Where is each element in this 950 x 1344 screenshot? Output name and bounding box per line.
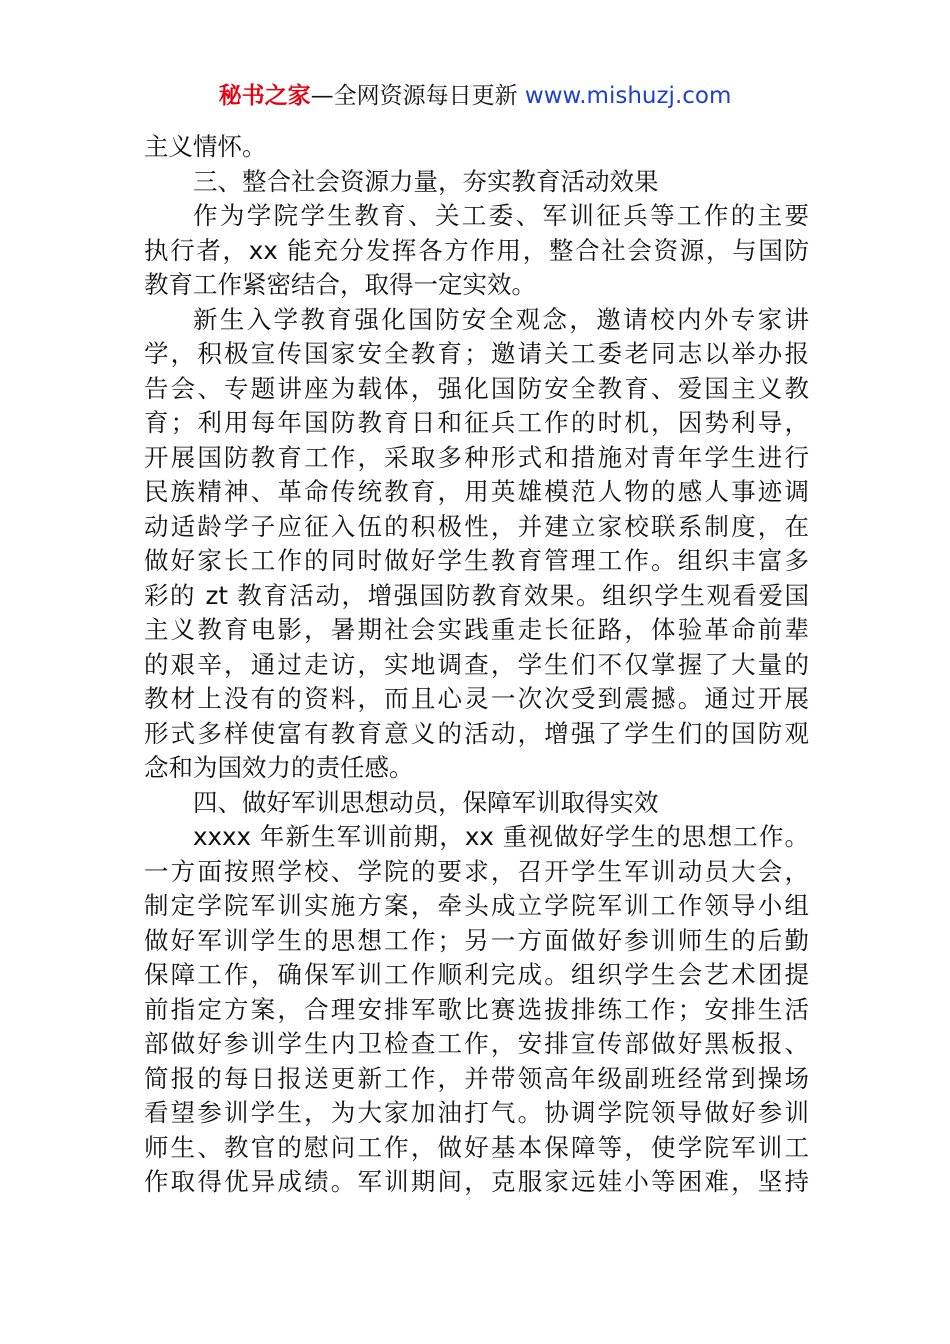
paragraph-line: 保障工作，确保军训工作顺利完成。组织学生会艺术团提	[144, 960, 809, 989]
paragraph-line: 三、整合社会资源力量，夯实教育活动效果	[193, 166, 659, 196]
paragraph-line: 制定学院军训实施方案，牵头成立学院军训工作领导小组	[144, 891, 809, 920]
paragraph-line: 彩的 zt 教育活动，增强国防教育效果。组织学生观看爱国	[144, 580, 809, 610]
header-brand: 秘书之家	[218, 83, 311, 109]
paragraph-line: 做好家长工作的同时做好学生教育管理工作。组织丰富多	[144, 546, 809, 575]
page-header	[0, 80, 950, 112]
paragraph-line: 形式多样使富有教育意义的活动，增强了学生们的国防观	[144, 718, 809, 748]
paragraph-line: 执行者，xx 能充分发挥各方作用，整合社会资源，与国防	[144, 235, 809, 265]
paragraph-line: 告会、专题讲座为载体，强化国防安全教育、爱国主义教	[144, 373, 809, 403]
paragraph-line: 民族精神、革命传统教育，用英雄模范人物的感人事迹调	[144, 477, 809, 506]
paragraph-line: 主义情怀。	[144, 132, 267, 161]
paragraph-line: 简报的每日报送更新工作，并带领高年级副班经常到操场	[144, 1063, 809, 1093]
paragraph-line: 主义教育电影，暑期社会实践重走长征路，体验革命前辈	[144, 615, 809, 644]
paragraph-line: xxxx 年新生军训前期，xx 重视做好学生的思想工作。	[193, 822, 809, 851]
paragraph-line: 作取得优异成绩。军训期间，克服家远娃小等困难，坚持	[144, 1167, 809, 1196]
paragraph-line: 学，积极宣传国家安全教育；邀请关工委老同志以举办报	[144, 339, 809, 368]
paragraph-line: 的艰辛，通过走访，实地调查，学生们不仅掌握了大量的	[144, 649, 809, 679]
paragraph-line: 一方面按照学校、学院的要求，召开学生军训动员大会，	[144, 856, 809, 886]
paragraph-line: 前指定方案，合理安排军歌比赛选拔排练工作；安排生活	[144, 994, 809, 1024]
paragraph-line: 看望参训学生，为大家加油打气。协调学院领导做好参训	[144, 1098, 809, 1127]
paragraph-line: 四、做好军训思想动员，保障军训取得实效	[193, 787, 659, 817]
paragraph-line: 开展国防教育工作，采取多种形式和措施对青年学生进行	[144, 442, 809, 472]
paragraph-line: 作为学院学生教育、关工委、军训征兵等工作的主要	[193, 201, 809, 230]
paragraph-line: 教材上没有的资料，而且心灵一次次受到震撼。通过开展	[144, 684, 809, 713]
paragraph-line: 教育工作紧密结合，取得一定实效。	[144, 270, 536, 299]
paragraph-line: 做好军训学生的思想工作；另一方面做好参训师生的后勤	[144, 925, 809, 955]
paragraph-line: 师生、教官的慰问工作，做好基本保障等，使学院军训工	[144, 1132, 809, 1162]
header-tagline: —全网资源每日更新	[310, 83, 525, 109]
header-url[interactable]: www.mishuzj.com	[524, 83, 732, 109]
paragraph-line: 念和为国效力的责任感。	[144, 753, 414, 782]
paragraph-line: 动适龄学子应征入伍的积极性，并建立家校联系制度，在	[144, 511, 809, 541]
paragraph-line: 部做好参训学生内卫检查工作，安排宣传部做好黑板报、	[144, 1029, 809, 1058]
document-body	[144, 130, 809, 1200]
paragraph-line: 育；利用每年国防教育日和征兵工作的时机，因势利导，	[144, 408, 809, 437]
paragraph-line: 新生入学教育强化国防安全观念，邀请校内外专家讲	[193, 304, 809, 334]
